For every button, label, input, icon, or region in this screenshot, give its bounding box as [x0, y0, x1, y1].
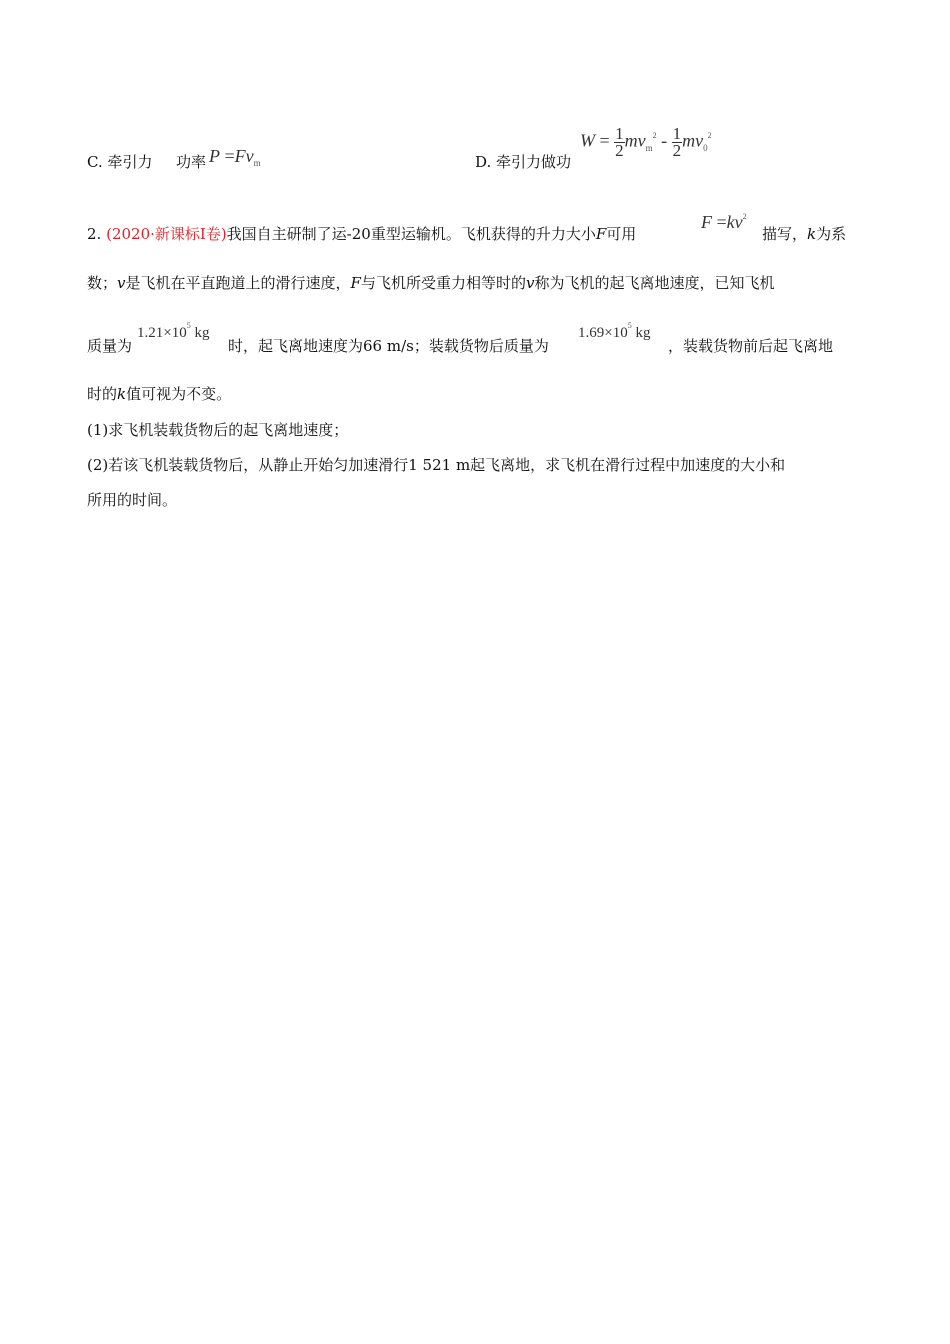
- question2-line3b: 时，起飞离地速度为66 m/s；装载货物后质量为: [228, 337, 549, 355]
- question2-line4: 时的k值可视为不变。: [87, 385, 232, 403]
- option-c: [87, 152, 206, 172]
- option-c-label: C. 牵引力: [87, 153, 153, 171]
- formula-power: $P =Fv_m$: [209, 146, 261, 168]
- option-d: [475, 152, 571, 172]
- question-source: (2020·新课标Ⅰ卷): [106, 225, 227, 243]
- option-c-text: 功率: [176, 153, 207, 171]
- subquestion-1: (1)求飞机装载货物后的起飞离地速度；: [87, 421, 349, 439]
- question2-line3a: 质量为: [87, 337, 133, 355]
- formula-lift: $F =kv^2$: [701, 212, 747, 232]
- question2-line1: 2. (2020·新课标Ⅰ卷)我国自主研制了运-20重型运输机。飞机获得的升力大小F可用: [87, 225, 637, 243]
- option-d-label: D. 牵引力做功: [475, 153, 572, 171]
- question2-line2: 数；v是飞机在平直跑道上的滑行速度，F与飞机所受重力相等时的v称为飞机的起飞离地速度，已知飞机: [87, 274, 775, 292]
- formula-mass-after: $1.69\times 10^5$ kg: [578, 321, 651, 341]
- question-number: 2.: [87, 225, 102, 243]
- subquestion-2-line2: 所用的时间。: [87, 491, 178, 509]
- subquestion-2-line1: (2)若该飞机装载货物后，从静止开始匀加速滑行1 521 m起飞离地，求飞机在滑行过程中加速度的大小和: [87, 456, 786, 474]
- formula-work: W = $\frac{1}{2}$ $mv_m^2$ - $\frac{1}{2}$ $mv_0^2$: [580, 124, 712, 160]
- formula-mass-before: $1.21\times 10^5$ kg: [137, 321, 210, 341]
- question2-line1-end: 描写，k为系: [762, 225, 847, 243]
- question2-line3c: ，装载货物前后起飞离地: [668, 337, 834, 355]
- fraction-half-1: $\frac{1}{2}$: [615, 124, 624, 160]
- fraction-half-2: $\frac{1}{2}$: [672, 124, 682, 160]
